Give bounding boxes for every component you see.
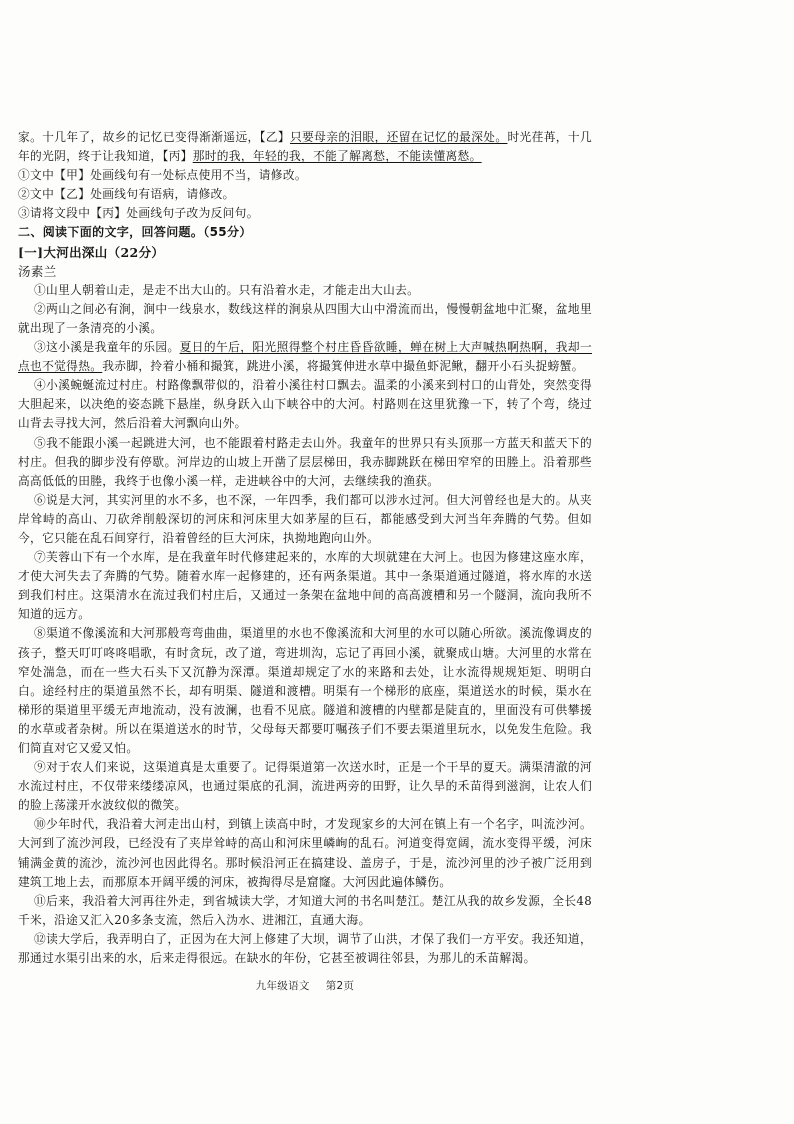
article-paragraph-1: ①山里人朝着山走，是走不出大山的。只有沿着水走，才能走出大山去。 <box>34 282 420 297</box>
intro-paragraph <box>18 128 592 166</box>
article-paragraph-11: ⑪后来，我沿着大河再往外走，到省城读大学，才知道大河的书名叫楚江。楚江从我的故乡发源，全长48千米，沿途又汇入20多条支流，然后入沩水、进湘江，直通大海。 <box>18 893 592 927</box>
question-2: ②文中【乙】处画线句有语病，请修改。 <box>18 187 235 202</box>
footer-page-number: 第2页 <box>325 980 355 992</box>
article-author: 汤素兰 <box>18 263 57 279</box>
article-paragraph-7: ⑦芙蓉山下有一个水库，是在我童年时代修建起来的，水库的大坝就建在大河上。也因为修建这座水库，才使大河失去了奔腾的气势。随着水库一起修建的，还有两条渠道。其中一条渠道通过隧道，将水库的水送到我们村庄。这渠清水在流过我们村庄后，又通过一条架在盆地中间的高高渡槽和另一个隧洞，流向我所不知道的远方。 <box>18 550 592 622</box>
paragraph-3-start: ③这小溪是我童年的乐园。 <box>34 340 180 355</box>
page-content <box>18 128 592 968</box>
article-paragraph-10: ⑩少年时代，我沿着大河走出山村，到镇上读高中时，才发现家乡的大河在镇上有一个名字，叫流沙河。大河到了流沙河段，已经没有了夹岸耸峙的高山和河床里嶙峋的乱石。河道变得宽阔，流水变得平缓，河床铺满金黄的流沙，流沙河也因此得名。那时候沿河正在搞建设、盖房子，于是，流沙河里的沙子被广泛用到建筑工地上去，而那原本开阔平缓的河床，被掏得尽是窟窿。大河因此遍体鳞伤。 <box>18 817 592 889</box>
article-title: [一]大河出深山（22分） <box>18 244 165 260</box>
question-1: ①文中【甲】处画线句有一处标点使用不当，请修改。 <box>18 168 307 183</box>
underlined-sentence-yi: 只要母亲的泪眼，还留在记忆的最深处。 <box>290 130 508 144</box>
intro-middle: 时光荏苒，十几年的光阴，终于让我知道，【丙】 <box>18 130 592 164</box>
underlined-sentence-summer: 夏日的午后，阳光照得整个村庄昏昏欲睡，蝉在树上大声喊热啊热啊，我却一点也不觉得热。 <box>18 340 592 374</box>
section-heading: 二、阅读下面的文字，回答问题。（55分） <box>18 225 252 240</box>
article-paragraph-3 <box>18 338 592 376</box>
article-paragraph-2: ②两山之间必有涧，涧中一线泉水，数线这样的涧泉从四围大山中滑流而出，慢慢朝盆地中汇聚，盆地里就出现了一条清亮的小溪。 <box>18 301 592 335</box>
question-3: ③请将文段中【丙】处画线句子改为反问句。 <box>18 206 259 221</box>
footer-subject: 九年级语文 <box>255 980 310 992</box>
intro-prefix: 家。十几年了，故乡的记忆已变得渐渐遥远，【乙】 <box>18 130 291 144</box>
article-paragraph-12: ⑫读大学后，我弄明白了，正因为在大河上修建了大坝，调节了山洪，才保了我们一方平安。我还知道，那通过水渠引出来的水，后来走得很远。在缺水的年份，它甚至被调往邻县，为那儿的禾苗解渴。 <box>18 931 592 966</box>
page-footer <box>0 978 610 993</box>
article-paragraph-8: ⑧渠道不像溪流和大河那般弯弯曲曲，渠道里的水也不像溪流和大河里的水可以随心所欲。溪流像调皮的孩子，整天叮叮咚咚唱歌，有时贪玩，改了道，弯进圳沟，忘记了再回小溪，就聚成山塘。大河里的水常在窄处湍急，而在一些大石头下又沉静为深潭。渠道却规定了水的来路和去处，让水流得规规矩矩、明明白白。途经村庄的渠道虽然不长，却有明渠、隧道和渡槽。明渠有一个梯形的底座，渠道送水的时候，渠水在梯形的渠道里平缓无声地流动，没有波澜，也看不见底。隧道和渡槽的内壁都是陡直的，里面没有可供攀援的水草或者杂树。所以在渠道送水的时节，父母每天都要叮嘱孩子们不要去渠道里玩水，以免发生危险。我们简直对它又爱又怕。 <box>18 626 592 755</box>
article-paragraph-9: ⑨对于农人们来说，这渠道真是太重要了。记得渠道第一次送水时，正是一个干旱的夏天。满渠清澈的河水流过村庄，不仅带来缕缕凉风，也通过渠底的孔洞，流进两旁的田野，让久旱的禾苗得到滋润，让农人们的脸上荡漾开水波纹似的微笑。 <box>18 760 592 813</box>
article-paragraph-5: ⑤我不能跟小溪一起跳进大河，也不能跟着村路走去山外。我童年的世界只有头顶那一方蓝天和蓝天下的村庄。但我的脚步没有停歇。河岸边的山坡上开凿了层层梯田，我赤脚跳跃在梯田窄窄的田塍上。沿着那些高高低低的田塍，我终于也像小溪一样，走进峡谷中的大河，去继续我的渔获。 <box>18 435 592 488</box>
paragraph-3-end: 我赤脚，拎着小桶和撮箕，跳进小溪，将撮箕伸进水草中撮鱼虾泥鳅，翻开小石头捉螃蟹。 <box>102 359 584 374</box>
article-paragraph-6: ⑥说是大河，其实河里的水不多，也不深，一年四季，我们都可以涉水过河。但大河曾经也是大的。从夹岸耸峙的高山、刀砍斧削般深切的河床和河床里大如茅屋的巨石，都能感受到大河当年奔腾的气势。但如今，它只能在乱石间穿行，沿着曾经的巨大河床，执拗地跑向山外。 <box>18 492 592 545</box>
article-paragraph-4: ④小溪蜿蜒流过村庄。村路像飘带似的，沿着小溪往村口飘去。温柔的小溪来到村口的山背处，突然变得大胆起来，以决绝的姿态跳下悬崖，纵身跃入山下峡谷中的大河。村路则在这里犹豫一下，转了个弯，绕过山背去寻找大河，然后沿着大河飘向山外。 <box>18 378 592 431</box>
underlined-sentence-bing: 那时的我，年轻的我，不能了解离愁，不能读懂离愁。 <box>192 149 482 164</box>
